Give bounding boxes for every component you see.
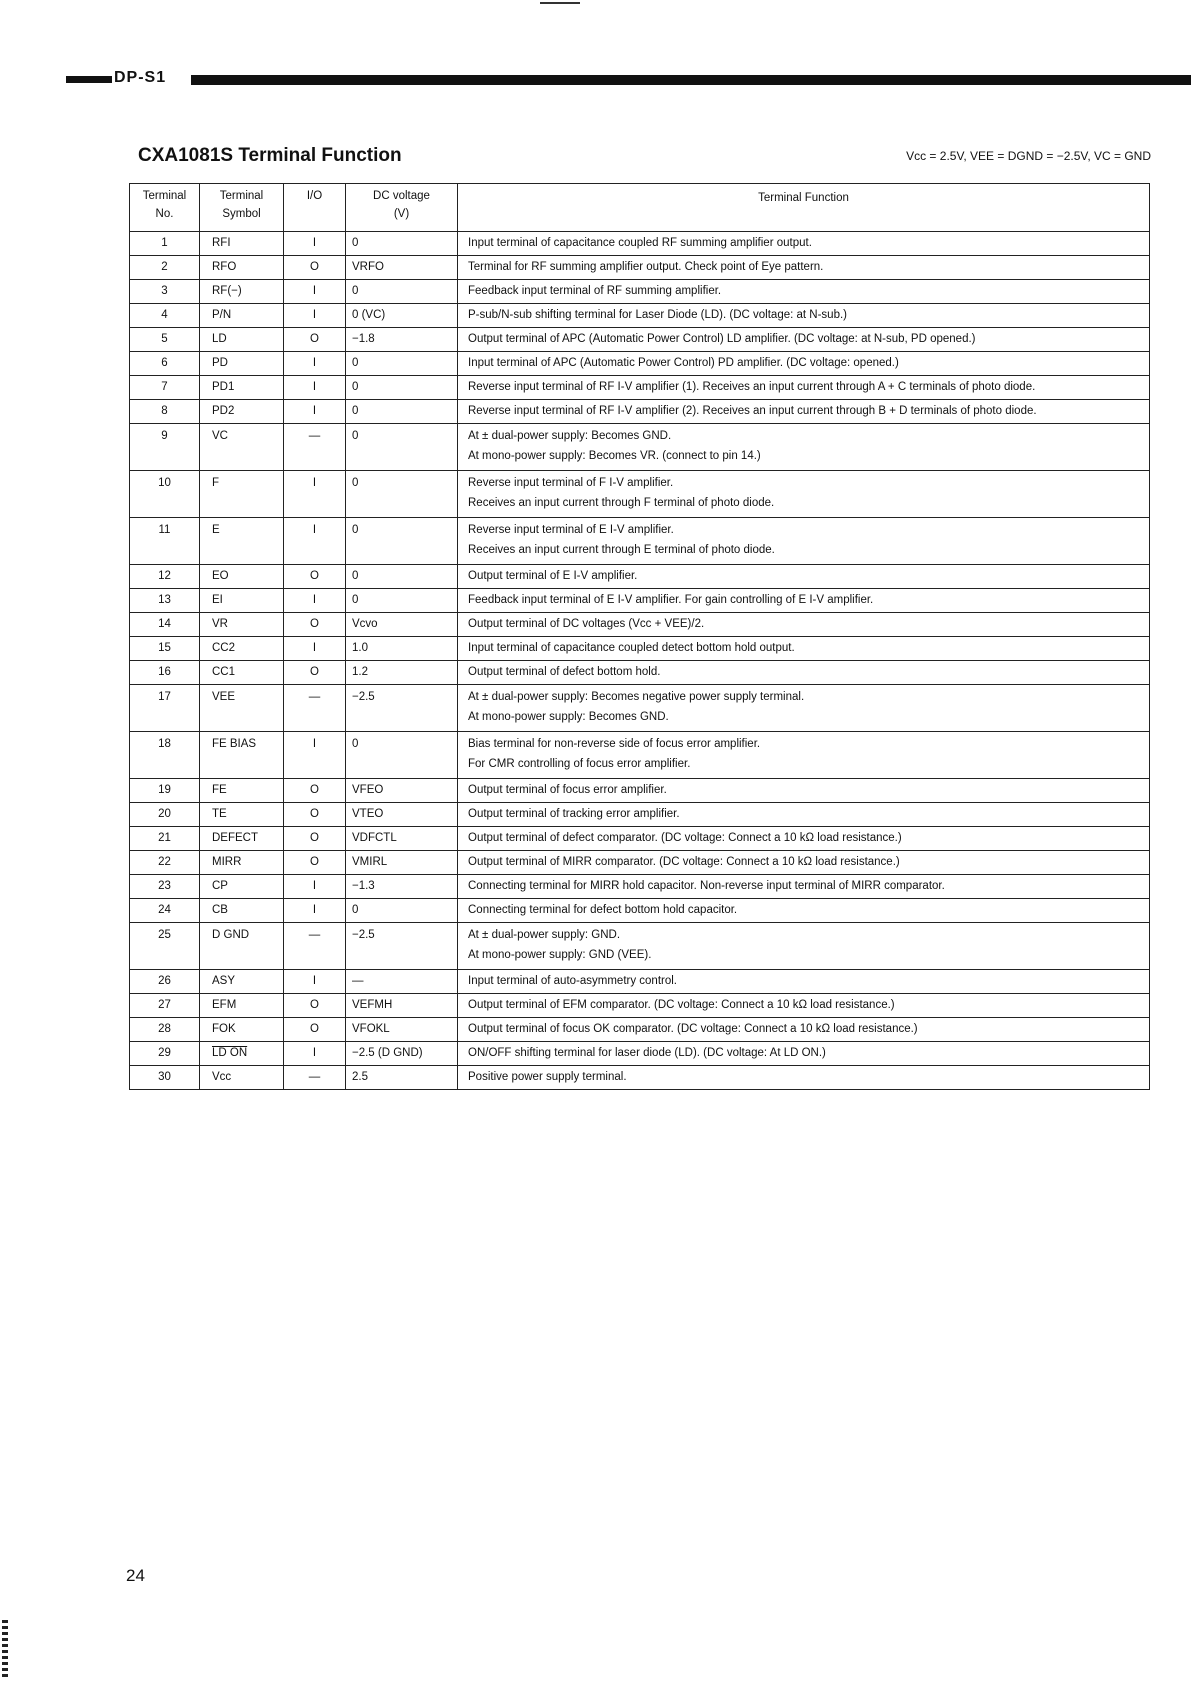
header-dc-voltage: DC voltage (V) xyxy=(346,184,458,232)
header-terminal-no: Terminal No. xyxy=(130,184,200,232)
table-row xyxy=(130,232,1150,256)
terminal-function-cell: Output terminal of defect bottom hold. xyxy=(458,661,1150,685)
io-cell: O xyxy=(284,803,346,827)
terminal-symbol-cell: E xyxy=(200,518,284,565)
terminal-symbol-cell: LD xyxy=(200,328,284,352)
terminal-symbol-cell: CB xyxy=(200,899,284,923)
terminal-symbol-cell: PD2 xyxy=(200,400,284,424)
dc-voltage-cell: — xyxy=(346,970,458,994)
table-body xyxy=(130,232,1150,1090)
terminal-no-cell: 8 xyxy=(130,400,200,424)
table-row xyxy=(130,1018,1150,1042)
io-cell: — xyxy=(284,685,346,732)
terminal-no-cell: 23 xyxy=(130,875,200,899)
terminal-no-cell: 21 xyxy=(130,827,200,851)
dc-voltage-cell: 0 xyxy=(346,732,458,779)
terminal-no-cell: 22 xyxy=(130,851,200,875)
terminal-function-cell: Output terminal of MIRR comparator. (DC voltage: Connect a 10 kΩ load resistance.) xyxy=(458,851,1150,875)
table-row xyxy=(130,779,1150,803)
io-cell: I xyxy=(284,899,346,923)
terminal-symbol-cell: FE BIAS xyxy=(200,732,284,779)
table-row xyxy=(130,994,1150,1018)
dc-voltage-cell: 0 xyxy=(346,280,458,304)
table-row xyxy=(130,589,1150,613)
io-cell: O xyxy=(284,779,346,803)
io-cell: — xyxy=(284,923,346,970)
terminal-function-cell: Output terminal of EFM comparator. (DC voltage: Connect a 10 kΩ load resistance.) xyxy=(458,994,1150,1018)
table-row xyxy=(130,1066,1150,1090)
dc-voltage-cell: VEFMH xyxy=(346,994,458,1018)
terminal-function-cell: Connecting terminal for defect bottom hold capacitor. xyxy=(458,899,1150,923)
terminal-no-cell: 20 xyxy=(130,803,200,827)
terminal-function-cell: Reverse input terminal of RF I-V amplifier (2). Receives an input current through B + D terminals of photo diode. xyxy=(458,400,1150,424)
terminal-function-cell: Input terminal of APC (Automatic Power Control) PD amplifier. (DC voltage: opened.) xyxy=(458,352,1150,376)
terminal-symbol-cell: RF(−) xyxy=(200,280,284,304)
dc-voltage-cell: −2.5 xyxy=(346,685,458,732)
io-cell: — xyxy=(284,1066,346,1090)
terminal-no-cell: 15 xyxy=(130,637,200,661)
terminal-symbol-cell: Vcc xyxy=(200,1066,284,1090)
table-row xyxy=(130,637,1150,661)
terminal-function-cell: Output terminal of defect comparator. (DC voltage: Connect a 10 kΩ load resistance.) xyxy=(458,827,1150,851)
terminal-no-cell: 14 xyxy=(130,613,200,637)
table-header-row xyxy=(130,184,1150,232)
terminal-symbol-cell: EFM xyxy=(200,994,284,1018)
dc-voltage-cell: 0 xyxy=(346,424,458,471)
terminal-function-cell: Connecting terminal for MIRR hold capacitor. Non-reverse input terminal of MIRR comparator. xyxy=(458,875,1150,899)
io-cell: I xyxy=(284,589,346,613)
table-row xyxy=(130,803,1150,827)
terminal-symbol-cell: P/N xyxy=(200,304,284,328)
dc-voltage-cell: −2.5 xyxy=(346,923,458,970)
terminal-no-cell: 26 xyxy=(130,970,200,994)
io-cell: I xyxy=(284,304,346,328)
dc-voltage-cell: 0 xyxy=(346,589,458,613)
terminal-symbol-cell: DEFECT xyxy=(200,827,284,851)
terminal-symbol-cell: LD ON xyxy=(200,1042,284,1066)
terminal-symbol-cell: EI xyxy=(200,589,284,613)
terminal-function-cell: Output terminal of DC voltages (Vcc + VEE)/2. xyxy=(458,613,1150,637)
terminal-symbol-cell: VR xyxy=(200,613,284,637)
header-terminal-symbol: Terminal Symbol xyxy=(200,184,284,232)
dc-voltage-cell: 0 (VC) xyxy=(346,304,458,328)
terminal-function-cell: Feedback input terminal of E I-V amplifier. For gain controlling of E I-V amplifier. xyxy=(458,589,1150,613)
terminal-symbol-cell: F xyxy=(200,471,284,518)
terminal-function-cell: Input terminal of auto-asymmetry control. xyxy=(458,970,1150,994)
page-title: CXA1081S Terminal Function xyxy=(138,145,402,166)
dc-voltage-cell: VMIRL xyxy=(346,851,458,875)
header-band xyxy=(66,69,1191,86)
dc-voltage-cell: 2.5 xyxy=(346,1066,458,1090)
table-row xyxy=(130,471,1150,518)
terminal-function-cell: Output terminal of focus OK comparator. (DC voltage: Connect a 10 kΩ load resistance.) xyxy=(458,1018,1150,1042)
dc-voltage-cell: 0 xyxy=(346,232,458,256)
dc-voltage-cell: −1.8 xyxy=(346,328,458,352)
terminal-no-cell: 28 xyxy=(130,1018,200,1042)
terminal-no-cell: 11 xyxy=(130,518,200,565)
terminal-no-cell: 3 xyxy=(130,280,200,304)
voltage-conditions: Vcc = 2.5V, VEE = DGND = −2.5V, VC = GND xyxy=(906,149,1151,163)
dc-voltage-cell: 0 xyxy=(346,376,458,400)
table-row xyxy=(130,565,1150,589)
terminal-function-cell: Output terminal of focus error amplifier. xyxy=(458,779,1150,803)
terminal-function-cell: Terminal for RF summing amplifier output. Check point of Eye pattern. xyxy=(458,256,1150,280)
terminal-function-cell: At ± dual-power supply: Becomes GND. At mono-power supply: Becomes VR. (connect to pin 14.) xyxy=(458,424,1150,471)
terminal-symbol-cell: PD1 xyxy=(200,376,284,400)
terminal-function-cell: ON/OFF shifting terminal for laser diode (LD). (DC voltage: At LD ON.) xyxy=(458,1042,1150,1066)
table-row xyxy=(130,280,1150,304)
dc-voltage-cell: −2.5 (D GND) xyxy=(346,1042,458,1066)
table-row xyxy=(130,328,1150,352)
terminal-no-cell: 19 xyxy=(130,779,200,803)
table-row xyxy=(130,613,1150,637)
dc-voltage-cell: 0 xyxy=(346,899,458,923)
terminal-symbol-cell: MIRR xyxy=(200,851,284,875)
terminal-symbol-cell: D GND xyxy=(200,923,284,970)
dc-voltage-cell: 0 xyxy=(346,471,458,518)
io-cell: I xyxy=(284,400,346,424)
io-cell: O xyxy=(284,565,346,589)
dc-voltage-cell: 0 xyxy=(346,400,458,424)
header-bar-left xyxy=(66,76,112,83)
dc-voltage-cell: VFOKL xyxy=(346,1018,458,1042)
terminal-no-cell: 4 xyxy=(130,304,200,328)
header-io: I/O xyxy=(284,184,346,232)
terminal-function-cell: Positive power supply terminal. xyxy=(458,1066,1150,1090)
dc-voltage-cell: 0 xyxy=(346,565,458,589)
table-row xyxy=(130,875,1150,899)
terminal-function-cell: Input terminal of capacitance coupled RF summing amplifier output. xyxy=(458,232,1150,256)
io-cell: O xyxy=(284,661,346,685)
table-row xyxy=(130,400,1150,424)
table-row xyxy=(130,1042,1150,1066)
table-row xyxy=(130,899,1150,923)
io-cell: — xyxy=(284,424,346,471)
terminal-no-cell: 2 xyxy=(130,256,200,280)
dc-voltage-cell: −1.3 xyxy=(346,875,458,899)
terminal-symbol-cell: CC2 xyxy=(200,637,284,661)
io-cell: O xyxy=(284,1018,346,1042)
terminal-no-cell: 9 xyxy=(130,424,200,471)
terminal-function-cell: Reverse input terminal of E I-V amplifier. Receives an input current through E terminal of photo diode. xyxy=(458,518,1150,565)
io-cell: I xyxy=(284,518,346,565)
terminal-no-cell: 25 xyxy=(130,923,200,970)
io-cell: O xyxy=(284,613,346,637)
terminal-no-cell: 17 xyxy=(130,685,200,732)
terminal-symbol-cell: VEE xyxy=(200,685,284,732)
terminal-function-cell: P-sub/N-sub shifting terminal for Laser Diode (LD). (DC voltage: at N-sub.) xyxy=(458,304,1150,328)
dc-voltage-cell: 1.0 xyxy=(346,637,458,661)
dc-voltage-cell: VTEO xyxy=(346,803,458,827)
scan-artifact xyxy=(540,2,580,7)
table-row xyxy=(130,661,1150,685)
io-cell: O xyxy=(284,851,346,875)
terminal-function-cell: Bias terminal for non-reverse side of focus error amplifier. For CMR controlling of focus error amplifier. xyxy=(458,732,1150,779)
terminal-no-cell: 18 xyxy=(130,732,200,779)
terminal-symbol-cell: RFI xyxy=(200,232,284,256)
terminal-function-cell: Feedback input terminal of RF summing amplifier. xyxy=(458,280,1150,304)
table-row xyxy=(130,851,1150,875)
io-cell: I xyxy=(284,970,346,994)
table-row xyxy=(130,685,1150,732)
dc-voltage-cell: 1.2 xyxy=(346,661,458,685)
terminal-symbol-cell: VC xyxy=(200,424,284,471)
io-cell: I xyxy=(284,1042,346,1066)
terminal-function-cell: Reverse input terminal of F I-V amplifier. Receives an input current through F terminal of photo diode. xyxy=(458,471,1150,518)
table-row xyxy=(130,923,1150,970)
table-row xyxy=(130,304,1150,328)
terminal-no-cell: 29 xyxy=(130,1042,200,1066)
io-cell: O xyxy=(284,256,346,280)
table-row xyxy=(130,256,1150,280)
terminal-symbol-cell: FOK xyxy=(200,1018,284,1042)
terminal-symbol-cell: ASY xyxy=(200,970,284,994)
header-bar-right xyxy=(191,75,1191,85)
table-row xyxy=(130,732,1150,779)
io-cell: O xyxy=(284,994,346,1018)
terminal-no-cell: 27 xyxy=(130,994,200,1018)
terminal-no-cell: 24 xyxy=(130,899,200,923)
terminal-no-cell: 12 xyxy=(130,565,200,589)
model-name: DP-S1 xyxy=(114,69,167,86)
terminal-no-cell: 10 xyxy=(130,471,200,518)
page-number: 24 xyxy=(126,1566,145,1585)
terminal-no-cell: 7 xyxy=(130,376,200,400)
dc-voltage-cell: Vcvo xyxy=(346,613,458,637)
terminal-symbol-cell: CC1 xyxy=(200,661,284,685)
dc-voltage-cell: VDFCTL xyxy=(346,827,458,851)
table-row xyxy=(130,970,1150,994)
io-cell: I xyxy=(284,471,346,518)
scan-edge-marks xyxy=(2,1620,8,1680)
io-cell: O xyxy=(284,827,346,851)
terminal-function-cell: Reverse input terminal of RF I-V amplifier (1). Receives an input current through A + C terminals of photo diode. xyxy=(458,376,1150,400)
terminal-function-cell: Output terminal of tracking error amplifier. xyxy=(458,803,1150,827)
header-terminal-function: Terminal Function xyxy=(458,184,1150,232)
terminal-no-cell: 13 xyxy=(130,589,200,613)
table-row xyxy=(130,827,1150,851)
io-cell: I xyxy=(284,232,346,256)
terminal-symbol-cell: CP xyxy=(200,875,284,899)
terminal-function-cell: Input terminal of capacitance coupled detect bottom hold output. xyxy=(458,637,1150,661)
terminal-function-cell: At ± dual-power supply: Becomes negative power supply terminal. At mono-power supply: Becomes GND. xyxy=(458,685,1150,732)
terminal-no-cell: 1 xyxy=(130,232,200,256)
dc-voltage-cell: VFEO xyxy=(346,779,458,803)
table-row xyxy=(130,352,1150,376)
table-row xyxy=(130,376,1150,400)
terminal-symbol-cell: EO xyxy=(200,565,284,589)
io-cell: O xyxy=(284,328,346,352)
io-cell: I xyxy=(284,732,346,779)
io-cell: I xyxy=(284,352,346,376)
terminal-no-cell: 30 xyxy=(130,1066,200,1090)
dc-voltage-cell: VRFO xyxy=(346,256,458,280)
terminal-symbol-cell: PD xyxy=(200,352,284,376)
terminal-symbol-cell: RFO xyxy=(200,256,284,280)
terminal-function-cell: Output terminal of E I-V amplifier. xyxy=(458,565,1150,589)
terminal-no-cell: 5 xyxy=(130,328,200,352)
io-cell: I xyxy=(284,376,346,400)
terminal-symbol-cell: FE xyxy=(200,779,284,803)
io-cell: I xyxy=(284,875,346,899)
terminal-no-cell: 6 xyxy=(130,352,200,376)
dc-voltage-cell: 0 xyxy=(346,518,458,565)
table-row xyxy=(130,518,1150,565)
table-row xyxy=(130,424,1150,471)
io-cell: I xyxy=(284,637,346,661)
terminal-function-cell: Output terminal of APC (Automatic Power Control) LD amplifier. (DC voltage: at N-sub, PD opened.) xyxy=(458,328,1150,352)
terminal-function-cell: At ± dual-power supply: GND. At mono-power supply: GND (VEE). xyxy=(458,923,1150,970)
terminal-symbol-cell: TE xyxy=(200,803,284,827)
io-cell: I xyxy=(284,280,346,304)
terminal-function-table xyxy=(129,183,1150,1090)
dc-voltage-cell: 0 xyxy=(346,352,458,376)
terminal-no-cell: 16 xyxy=(130,661,200,685)
